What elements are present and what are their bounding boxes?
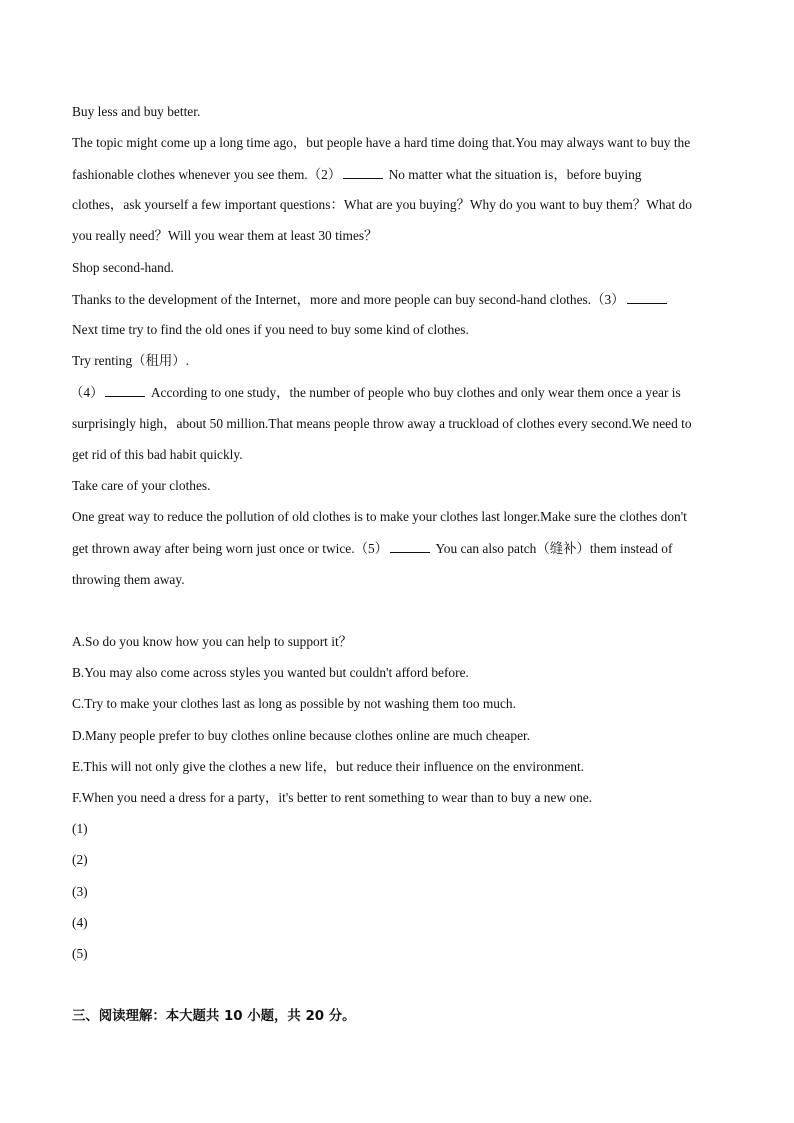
paragraph-line xyxy=(72,538,732,559)
paragraph-text: According to one study，the number of people who buy clothes and only wear them once a year is xyxy=(150,385,681,400)
option-b: B.You may also come across styles you wanted but couldn't afford before. xyxy=(72,665,469,680)
paragraph-line: One great way to reduce the pollution of old clothes is to make your clothes last longer.Make sure the clothes don't xyxy=(72,509,687,524)
paragraph-line xyxy=(70,382,730,403)
paragraph-line: surprisingly high，about 50 million.That means people throw away a truckload of clothes every second.We need to xyxy=(72,416,692,431)
answer-blank-2[interactable] xyxy=(343,164,383,179)
subheading-care: Take care of your clothes. xyxy=(72,478,211,493)
paragraph-line: throwing them away. xyxy=(72,572,185,587)
paragraph-text: get thrown away after being worn just once or twice.（5） xyxy=(72,541,389,556)
answer-slot-5: (5) xyxy=(72,946,88,961)
answer-slot-3: (3) xyxy=(72,884,88,899)
subheading-second-hand: Shop second-hand. xyxy=(72,260,174,275)
paragraph-text: You can also patch（缝补）them instead of xyxy=(435,541,673,556)
section-heading: 三、阅读理解：本大题共 10 小题，共 20 分。 xyxy=(72,1009,356,1024)
option-f: F.When you need a dress for a party，it's better to rent something to wear than to buy a new one. xyxy=(72,790,593,805)
option-a: A.So do you know how you can help to support it？ xyxy=(72,634,353,649)
option-d: D.Many people prefer to buy clothes online because clothes online are much cheaper. xyxy=(72,728,531,743)
subheading-buy-less: Buy less and buy better. xyxy=(72,104,201,119)
paragraph-line: Next time try to find the old ones if you need to buy some kind of clothes. xyxy=(72,322,469,337)
answer-slot-1: (1) xyxy=(72,821,88,836)
paragraph-text: fashionable clothes whenever you see them.（2） xyxy=(72,167,342,182)
subheading-renting: Try renting（租用）. xyxy=(72,353,190,368)
answer-slot-4: (4) xyxy=(72,915,88,930)
paragraph-line: you really need？Will you wear them at least 30 times？ xyxy=(72,228,378,243)
paragraph-text: No matter what the situation is，before buying xyxy=(388,167,642,182)
answer-blank-5[interactable] xyxy=(390,538,430,553)
option-c: C.Try to make your clothes last as long as possible by not washing them too much. xyxy=(72,696,516,711)
answer-blank-3[interactable] xyxy=(627,289,667,304)
paragraph-line xyxy=(72,164,732,185)
paragraph-line xyxy=(72,289,732,310)
option-e: E.This will not only give the clothes a new life，but reduce their influence on the environment. xyxy=(72,759,585,774)
paragraph-line: get rid of this bad habit quickly. xyxy=(72,447,243,462)
paragraph-line: The topic might come up a long time ago，but people have a hard time doing that.You may always want to buy the xyxy=(72,135,691,150)
answer-blank-4[interactable] xyxy=(105,382,145,397)
paragraph-text: Thanks to the development of the Internet，more and more people can buy second-hand clothes.（3） xyxy=(72,292,625,307)
paragraph-line: clothes，ask yourself a few important questions：What are you buying？Why do you want to buy them？What do xyxy=(72,197,692,212)
paragraph-text: （4） xyxy=(70,385,104,400)
answer-slot-2: (2) xyxy=(72,852,88,867)
